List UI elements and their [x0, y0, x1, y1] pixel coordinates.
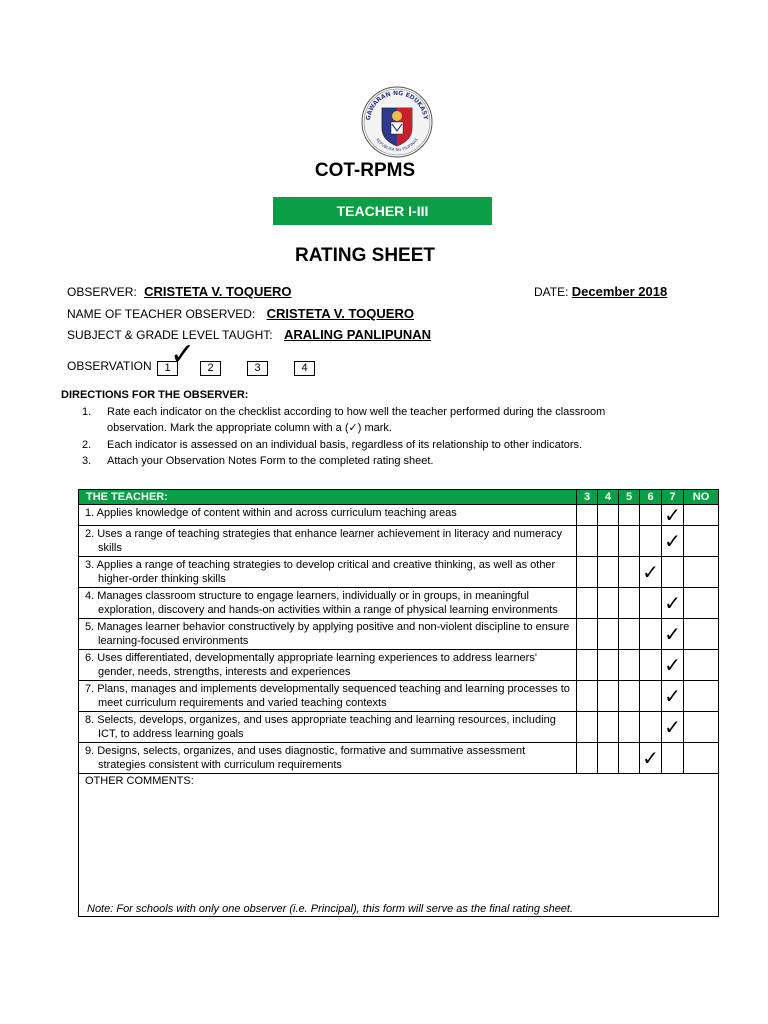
check-icon: ✓ — [664, 622, 681, 646]
subject-line — [67, 327, 431, 342]
check-icon: ✓ — [664, 715, 681, 739]
directions-item: 1. Rate each indicator on the checklist according to how well the teacher performed during the classroom observation. Mark the appropriate column with a (✓) mark. — [82, 406, 606, 435]
rating-cell-7[interactable] — [662, 505, 684, 526]
observation-option-2: 2 — [200, 361, 221, 376]
rating-cell-5[interactable] — [619, 681, 640, 712]
rating-cell-no[interactable] — [684, 619, 719, 650]
rating-cell-no[interactable] — [684, 588, 719, 619]
indicator-text: 9. Designs, selects, organizes, and uses diagnostic, formative and summative assessment strategies consistent with curriculum requirements — [79, 743, 577, 774]
rating-table — [78, 489, 719, 917]
teacher-label: NAME OF TEACHER OBSERVED: — [67, 307, 256, 321]
date-label: DATE: — [534, 285, 569, 299]
rating-cell-6[interactable] — [640, 650, 662, 681]
teacher-line — [67, 306, 414, 321]
table-row — [79, 650, 719, 681]
rating-cell-6[interactable] — [640, 505, 662, 526]
observer-label: OBSERVER: — [67, 285, 137, 299]
indicator-text: 2. Uses a range of teaching strategies that enhance learner achievement in literacy and numeracy skills — [79, 526, 577, 557]
observer-line — [67, 284, 292, 299]
check-icon: ✓ — [642, 746, 659, 770]
rating-cell-4[interactable] — [598, 743, 619, 774]
check-icon: ✓ — [664, 653, 681, 677]
date-value: December 2018 — [571, 284, 668, 299]
table-header-row — [79, 490, 719, 505]
rating-cell-no[interactable] — [684, 650, 719, 681]
directions-list — [82, 404, 662, 470]
subject-value: ARALING PANLIPUNAN — [283, 327, 432, 342]
check-icon: ✓ — [664, 684, 681, 708]
observation-option-4: 4 — [294, 361, 315, 376]
indicator-rows — [79, 505, 719, 774]
indicator-text: 1. Applies knowledge of content within and across curriculum teaching areas — [79, 505, 577, 526]
rating-cell-6[interactable] — [640, 712, 662, 743]
column-header: 4 — [598, 490, 619, 505]
rating-cell-7[interactable] — [662, 526, 684, 557]
rating-cell-7[interactable] — [662, 619, 684, 650]
rating-cell-7[interactable] — [662, 650, 684, 681]
rating-cell-4[interactable] — [598, 588, 619, 619]
rating-cell-no[interactable] — [684, 505, 719, 526]
rating-cell-5[interactable] — [619, 588, 640, 619]
observation-option-3: 3 — [247, 361, 268, 376]
indicator-text: 5. Manages learner behavior constructively by applying positive and non-violent discipline to ensure learning-focused environments — [79, 619, 577, 650]
observation-box-4[interactable] — [294, 358, 315, 376]
table-row — [79, 505, 719, 526]
rating-cell-4[interactable] — [598, 681, 619, 712]
teacher-level-banner: TEACHER I-III — [273, 197, 492, 225]
table-row — [79, 588, 719, 619]
rating-cell-3[interactable] — [577, 526, 598, 557]
rating-cell-5[interactable] — [619, 743, 640, 774]
table-row — [79, 712, 719, 743]
indicator-text: 6. Uses differentiated, developmentally appropriate learning experiences to address learners' gender, needs, strengths, interests and experiences — [79, 650, 577, 681]
rating-cell-3[interactable] — [577, 588, 598, 619]
check-icon: ✓ — [642, 560, 659, 584]
indicator-text: 4. Manages classroom structure to engage learners, individually or in groups, in meaningful exploration, discovery and hands-on activities within a range of physical learning environments — [79, 588, 577, 619]
rating-cell-6[interactable] — [640, 619, 662, 650]
rating-cell-no[interactable] — [684, 681, 719, 712]
table-row — [79, 681, 719, 712]
rating-cell-3[interactable] — [577, 505, 598, 526]
rating-cell-3[interactable] — [577, 557, 598, 588]
rating-cell-4[interactable] — [598, 557, 619, 588]
observation-box-2[interactable] — [200, 358, 221, 376]
column-header: 3 — [577, 490, 598, 505]
subject-label: SUBJECT & GRADE LEVEL TAUGHT: — [67, 328, 273, 342]
rating-cell-6[interactable] — [640, 681, 662, 712]
observation-option-1: 1 — [157, 361, 178, 376]
observer-value: CRISTETA V. TOQUERO — [144, 284, 292, 299]
comments-cell[interactable] — [79, 774, 719, 917]
rating-cell-4[interactable] — [598, 619, 619, 650]
rating-cell-5[interactable] — [619, 619, 640, 650]
table-row — [79, 526, 719, 557]
indicator-text: 8. Selects, develops, organizes, and uses appropriate teaching and learning resources, including ICT, to address learning goals — [79, 712, 577, 743]
rating-cell-3[interactable] — [577, 650, 598, 681]
comments-row — [79, 774, 719, 917]
indicator-text: 7. Plans, manages and implements developmentally sequenced teaching and learning processes to meet curriculum requirements and varied teaching contexts — [79, 681, 577, 712]
directions-item: 2. Each indicator is assessed on an individual basis, regardless of its relationship to other indicators. — [82, 438, 583, 451]
directions-item: 3. Attach your Observation Notes Form to the completed rating sheet. — [82, 455, 434, 468]
rating-cell-no[interactable] — [684, 712, 719, 743]
indicator-text: 3. Applies a range of teaching strategies to develop critical and creative thinking, as well as other higher-order thinking skills — [79, 557, 577, 588]
rating-cell-5[interactable] — [619, 712, 640, 743]
rating-cell-7[interactable] — [662, 557, 684, 588]
rating-cell-6[interactable] — [640, 588, 662, 619]
rating-cell-5[interactable] — [619, 650, 640, 681]
rating-cell-3[interactable] — [577, 712, 598, 743]
rating-cell-4[interactable] — [598, 650, 619, 681]
check-icon: ✓ — [664, 591, 681, 615]
rating-cell-no[interactable] — [684, 557, 719, 588]
column-header: 5 — [619, 490, 640, 505]
rating-cell-7[interactable] — [662, 712, 684, 743]
rating-cell-3[interactable] — [577, 743, 598, 774]
rating-cell-6[interactable] — [640, 557, 662, 588]
rating-cell-3[interactable] — [577, 619, 598, 650]
observation-box-3[interactable] — [247, 358, 268, 376]
footnote: Note: For schools with only one observer (i.e. Principal), this form will serve as the final rating sheet. — [87, 903, 574, 915]
form-title: COT-RPMS — [314, 160, 416, 181]
rating-cell-4[interactable] — [598, 712, 619, 743]
seal-top-text: GAWARAN NG EDUKASY — [364, 89, 429, 121]
rating-cell-6[interactable] — [640, 743, 662, 774]
observation-check-icon: ✓ — [170, 337, 196, 372]
rating-cell-6[interactable] — [640, 526, 662, 557]
teacher-value: CRISTETA V. TOQUERO — [266, 306, 414, 321]
directions-title: DIRECTIONS FOR THE OBSERVER: — [61, 389, 249, 401]
table-row — [79, 557, 719, 588]
deped-seal-logo — [358, 86, 436, 158]
rating-cell-no[interactable] — [684, 743, 719, 774]
date-line — [534, 284, 667, 299]
rating-cell-5[interactable] — [619, 557, 640, 588]
table-row — [79, 619, 719, 650]
column-header: 7 — [662, 490, 684, 505]
check-icon: ✓ — [664, 503, 681, 527]
rating-cell-4[interactable] — [598, 505, 619, 526]
table-row — [79, 743, 719, 774]
rating-cell-5[interactable] — [619, 505, 640, 526]
rating-cell-4[interactable] — [598, 526, 619, 557]
comments-label: OTHER COMMENTS: — [85, 775, 194, 787]
rating-cell-5[interactable] — [619, 526, 640, 557]
rating-sheet-title: RATING SHEET — [294, 245, 436, 266]
column-header: 6 — [640, 490, 662, 505]
check-icon: ✓ — [664, 529, 681, 553]
column-header: NO — [684, 490, 719, 505]
table-header-label: THE TEACHER: — [79, 490, 577, 505]
rating-cell-3[interactable] — [577, 681, 598, 712]
observation-label: OBSERVATION — [67, 359, 152, 373]
rating-cell-no[interactable] — [684, 526, 719, 557]
seal-bottom-text: REPUBLIKA NG PILIPINAS — [375, 137, 419, 153]
rating-cell-7[interactable] — [662, 743, 684, 774]
rating-cell-7[interactable] — [662, 588, 684, 619]
rating-cell-7[interactable] — [662, 681, 684, 712]
